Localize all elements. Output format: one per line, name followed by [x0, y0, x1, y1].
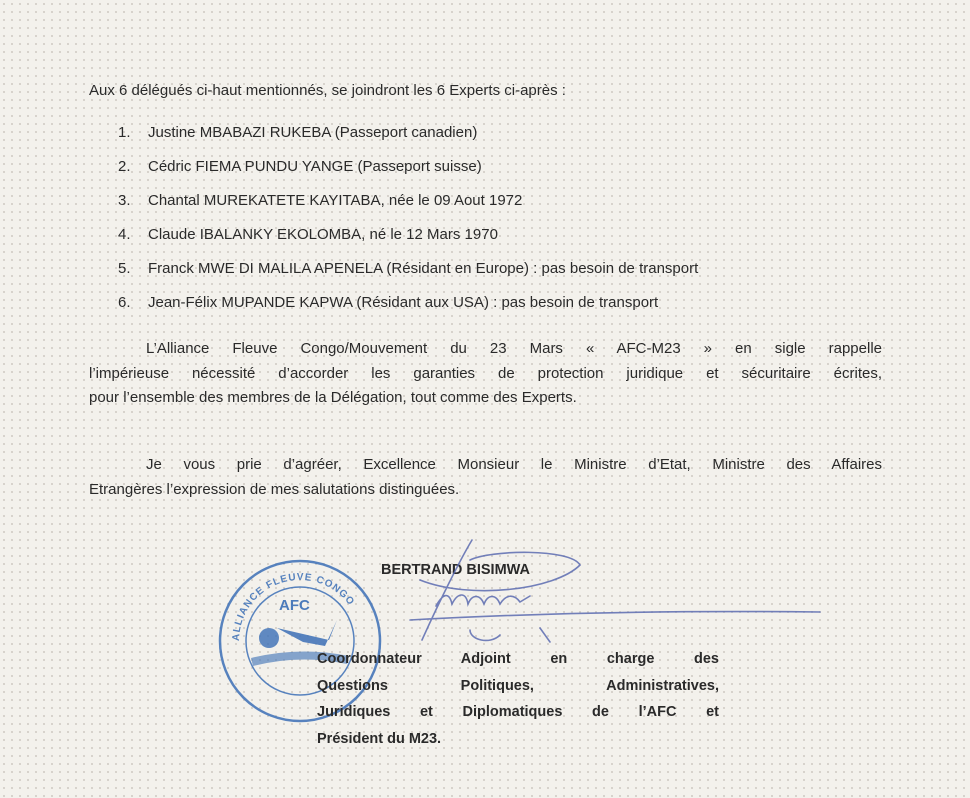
list-item: 2. Cédric FIEMA PUNDU YANGE (Passeport suisse)	[118, 158, 482, 175]
list-item: 1. Justine MBABAZI RUKEBA (Passeport canadien)	[118, 124, 478, 141]
globe-icon	[259, 628, 279, 648]
bird-icon	[277, 620, 337, 646]
expert-entry: Chantal MUREKATETE KAYITABA, née le 09 Aout 1972	[148, 192, 523, 209]
paragraph-line: Etrangères l’expression de mes salutations distinguées.	[89, 480, 460, 498]
list-item: 4. Claude IBALANKY EKOLOMBA, né le 12 Mars 1970	[118, 226, 498, 243]
guarantees-paragraph	[89, 337, 882, 411]
title-line: Questions Politiques, Administratives,	[317, 677, 719, 694]
stamp-text: ALLIANCE FLEUVE CONGO	[230, 571, 357, 642]
expert-entry: Cédric FIEMA PUNDU YANGE (Passeport suisse)	[148, 158, 482, 175]
title-line: Juridiques et Diplomatiques de l’AFC et	[317, 704, 719, 720]
list-item: 6. Jean-Félix MUPANDE KAPWA (Résidant aux USA) : pas besoin de transport	[118, 294, 659, 311]
expert-entry: Franck MWE DI MALILA APENELA (Résidant en Europe) : pas besoin de transport	[148, 260, 699, 277]
list-item: 5. Franck MWE DI MALILA APENELA (Résidant en Europe) : pas besoin de transport	[118, 260, 699, 277]
expert-entry: Justine MBABAZI RUKEBA (Passeport canadien)	[148, 124, 478, 141]
closing-paragraph	[89, 453, 882, 502]
paragraph-line: pour l’ensemble des membres de la Délégation, tout comme des Experts.	[89, 389, 577, 406]
experts-intro: Aux 6 délégués ci-haut mentionnés, se joindront les 6 Experts ci-après :	[89, 82, 566, 99]
paragraph-line: L’Alliance Fleuve Congo/Mouvement du 23 Mars « AFC-M23 » en sigle rappelle	[146, 340, 882, 357]
list-item: 3. Chantal MUREKATETE KAYITABA, née le 09 Aout 1972	[118, 192, 523, 209]
paragraph-line: l’impérieuse nécessité d’accorder les garanties de protection juridique et sécuritaire écrites,	[89, 364, 882, 382]
signatory-name: BERTRAND BISIMWA	[381, 562, 531, 578]
expert-entry: Claude IBALANKY EKOLOMBA, né le 12 Mars 1970	[148, 226, 498, 243]
signatory-title	[317, 646, 719, 752]
title-line: Coordonnateur Adjoint en charge des	[317, 651, 719, 667]
experts-list	[118, 123, 698, 327]
paragraph-line: Je vous prie d’agréer, Excellence Monsieur le Ministre d’Etat, Ministre des Affaires	[146, 456, 882, 473]
title-line: Président du M23.	[317, 730, 442, 747]
expert-entry: Jean-Félix MUPANDE KAPWA (Résidant aux USA) : pas besoin de transport	[148, 294, 659, 311]
stamp-logo-text: AFC	[279, 597, 310, 614]
